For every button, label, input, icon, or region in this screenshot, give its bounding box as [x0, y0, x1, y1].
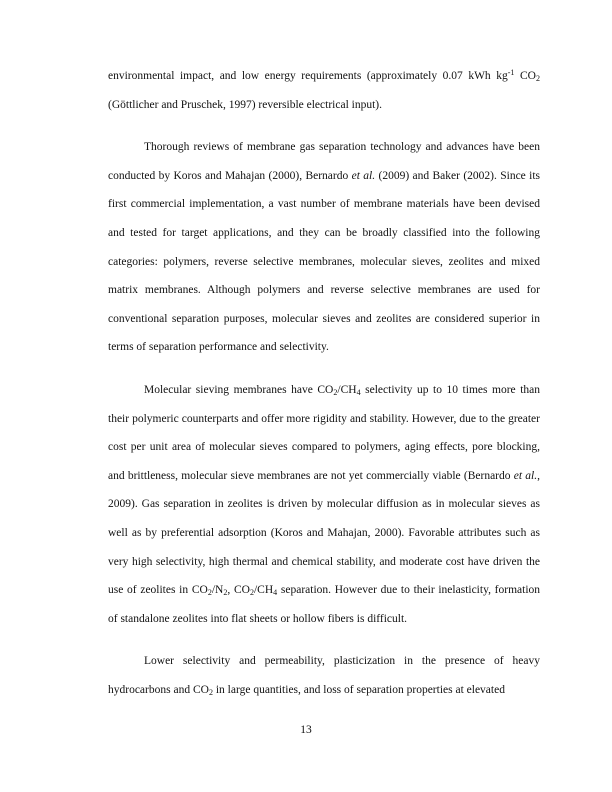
italic-text: et al. [513, 469, 538, 482]
text-run: Thorough reviews of membrane gas separation technology and advances have been conducted by Koros and Mahajan (2000), Bernardo [108, 141, 540, 182]
text-run: selectivity up to 10 times more than their polymeric counterparts and offer more rigidity and stability. However, due to the greater cost per unit area of molecular sieves compared to polymers, aging effects, pore blocking, and brittleness, molecular sieve membranes are not yet commercially viable (Bernardo [108, 383, 540, 482]
text-run: , CO [227, 584, 250, 597]
body-text [108, 62, 540, 704]
text-run: (Göttlicher and Pruschek, 1997) reversible electrical input). [108, 98, 382, 111]
page-number: 13 [300, 724, 312, 736]
subscript: 2 [208, 687, 213, 697]
text-run: , 2009). Gas separation in zeolites is driven by molecular diffusion as in molecular sieves as well as by preferential adsorption (Koros and Mahajan, 2000). Favorable attributes such as very high selectivity, high thermal and chemical stability, and moderate cost have driven the use of zeolites in CO [108, 469, 540, 597]
subscript: 2 [207, 588, 212, 598]
text-run: /CH [337, 383, 357, 396]
subscript: 2 [223, 588, 228, 598]
subscript: 4 [273, 588, 278, 598]
text-run: environmental impact, and low energy requirements (approximately 0.07 kWh kg [108, 70, 508, 82]
italic-text: et al. [351, 169, 376, 182]
superscript: -1 [507, 68, 515, 77]
subscript: 4 [356, 387, 361, 397]
text-run: /CH [253, 584, 274, 597]
text-run: (2009) and Baker (2002). Since its first commercial implementation, a vast number of membrane materials have been devised and tested for target applications, and they can be broadly classified into the following categories: polymers, reverse selective membranes, molecular sieves, zeolites and mixed matrix membranes. Although polymers and reverse selective membranes are used for conventional separation purposes, molecular sieves and zeolites are considered superior in terms of separation performance and selectivity. [108, 169, 541, 354]
paragraph [108, 647, 540, 704]
text-run: Lower selectivity and permeability, plasticization in the presence of heavy hydrocarbons and CO [108, 655, 540, 696]
text-run: CO [514, 70, 536, 82]
text-run: /N [211, 584, 224, 597]
text-run: Molecular sieving membranes have CO [144, 383, 334, 396]
subscript: 2 [333, 387, 338, 397]
paragraph [108, 133, 540, 362]
text-run: separation. However due to their inelasticity, formation of standalone zeolites into flat sheets or hollow fibers is difficult. [108, 584, 541, 625]
paragraph [108, 62, 540, 119]
text-run: in large quantities, and loss of separation properties at elevated [212, 683, 505, 696]
subscript: 2 [535, 74, 540, 83]
subscript: 2 [249, 588, 254, 598]
paragraph [108, 376, 540, 633]
